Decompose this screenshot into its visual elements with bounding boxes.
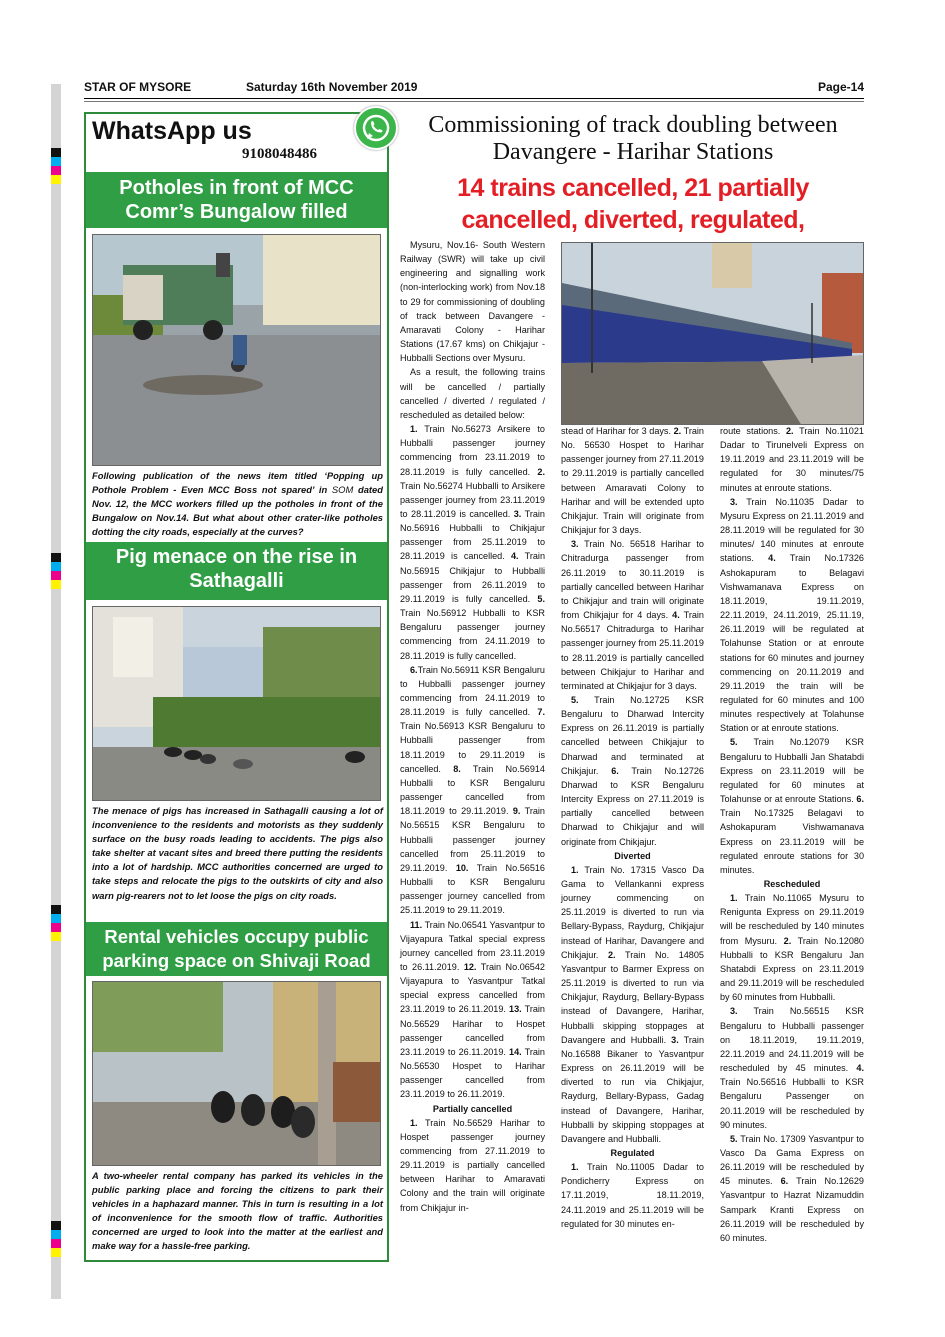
whatsapp-title: WhatsApp us [92, 117, 252, 145]
caption-potholes-text: Following publication of the news item titled ‘Popping up Pothole Problem - Even MCC Boss not spared’ in SOM dated Nov. 12, the MCC workers filled up the potholes in front of the Bungalow on Nov.14. But what about other crater-like potholes dotting the city roads, especially at the curves? [92, 470, 383, 538]
registration-marks-lower [51, 905, 61, 941]
caption-rental-vehicles-text: A two-wheeler rental company has parked its vehicles in the public parking place and forcing the citizens to park their vehicles in a haphazard manner. This in turn is resulting in a lot of inconvenience for the smooth flow of traffic. Authorities concerned are urged to look into the matter at the earliest and make way for a hassle-free parking. [92, 1170, 383, 1252]
caption-rental-vehicles [92, 1169, 383, 1253]
article-column-1 [400, 238, 545, 1268]
article-headline-line1: Commissioning of track doubling between [428, 112, 838, 138]
photo-train [561, 242, 864, 425]
margin-grey-bar [51, 84, 61, 1299]
page-number: Page-14 [817, 80, 864, 94]
caption-pig-menace [92, 804, 383, 916]
photo-potholes [92, 234, 381, 466]
article-column-2-text: stead of Harihar for 3 days. 2. Train No. 56530 Hospet to Harihar passenger journey from 27.11.2019 to 29.11.2019 is partially cancelled between Amaravati Colony to Harihar and will be extended upto Chikjajur. Train will originate from Chikjajur for 3 days. 3. Train No. 56518 Harihar to Chitradurga passenger from 26.11.2019 to 30.11.2019 is partially cancelled between Harihar to Chikjajur and train will originate from Chikjajur for 4 days. 4. Train No.56517 Chitradurga to Harihar passenger journey from 25.11.2019 to 28.11.2019 is partially cancelled between Chikjajur to Harihar and terminated at Chikjajur for 3 days. 5. Train No.12725 KSR Bengaluru to Dharwad Intercity Express on 26.11.2019 is partially cancelled between Chikjajur to Dharwad and terminated at Chikjajur. 6. Train No.12726 Dharwad to KSR Bengaluru Intercity Express on 27.11.2019 is partially cancelled between Dharwad to Chikjajur and will originate from Chikjajur. Diverted 1. Train No. 17315 Vasco Da Gama to Vellankanni express journey commencing on 25.11.2019 is diverted to run via Bellary-Bypass, Raydurg, Chikjajur instead of Harihar, Davangere and Chikjajur. 2. Train No. 14805 Yasvantpur to Barmer Express on 25.11.2019 is diverted to run via Chikjajur, Raydurg, Bellary-Bypass instead of Davangere, Harihar, Hubballi skipping stoppages at Davangere and Hubballi. 3. Train No.16588 Bikaner to Yasvantpur Express on 26.11.2019 will be diverted to run via Chikjajur, Raydurg, Bellary-Bypass, Gadag instead of Davangere, Harihar, Hubballi by skipping stoppages at Davangere and Hubballi. Regulated 1. Train No.11005 Dadar to Pondicherry Express on 17.11.2019, 18.11.2019, 24.11.2019 and 25.11.2019 will be regulated for 30 minutes en- [561, 426, 705, 1229]
article-column-1-text: Mysuru, Nov.16- South Western Railway (SWR) will take up civil engineering and signalling work (non-interlocking work) from Nov.18 to 29 for commissioning of doubling of track between Davangere - Amaravati Colony - Harihar Stations (17.67 kms) on Chikjajur - Hubballi Sections over Mysuru. As a result, the following trains will be cancelled / partially cancelled / diverted / regulated / rescheduled as detailed below: 1. Train No.56273 Arsikere to Hubballi passenger journey commencing from 23.11.2019 to 28.11.2019 is fully cancelled. 2. Train No.56274 Hubballi to Arsikere passenger journey from 23.11.2019 to 28.11.2019 is cancelled. 3. Train No.56916 Hubballi to Chikjajur passenger from 25.11.2019 to 28.11.2019 is cancelled. 4. Train No.56915 Chikjajur to Hubballi passenger from 26.11.2019 to 29.11.2019 is fully cancelled. 5. Train No.56912 Hubballi to KSR Bengaluru passenger journey commencing from 24.11.2019 to 28.11.2019 is fully cancelled. 6.Train No.56911 KSR Bengaluru to Hubballi passenger journey commencing from 24.11.2019 to 28.11.2019 is fully cancelled. 7. Train No.56913 KSR Bengaluru to Hubballi passenger from 18.11.2019 to 29.11.2019 is cancelled. 8. Train No.56914 Hubballi to KSR Bengaluru passenger cancelled from 18.11.2019 to 29.11.2019. 9. Train No.56515 KSR Bengaluru to Hubballi passenger journey cancelled from 25.11.2019 to 29.11.2019. 10. Train No.56516 Hubballi to KSR Bengaluru passenger journey cancelled from 25.11.2019 to 29.11.2019. 11. Train No.06541 Yasvantpur to Vijayapura Tatkal special express journey cancelled from 23.11.2019 to 26.11.2019. 12. Train No.06542 Vijayapura to Yasvantpur Tatkal special express cancelled from 23.11.2019 to 26.11.2019. 13. Train No.56529 Harihar to Hospet passenger cancelled from 23.11.2019 to 26.11.2019. 14. Train No.56530 Hospet to Harihar passenger cancelled from 23.11.2019 to 26.11.2019. Partially cancelled 1. Train No.56529 Harihar to Hospet passenger journey commencing from 27.11.2019 to 29.11.2019 is partially cancelled between Harihar to Amaravati Colony and the train will originate from Chikjajur in- [400, 240, 546, 1213]
masthead-rule [84, 98, 864, 99]
registration-marks-middle [51, 553, 61, 589]
article-column-3-text: route stations. 2. Train No.11021 Dadar to Tirunelveli Express on 19.11.2019 and 23.11.2019 will be regulated for 30 minutes/75 minutes at enroute stations. 3. Train No.11035 Dadar to Mysuru Express on 21.11.2019 and 28.11.2019 will be regulated for 30 minutes/ 140 minutes at enroute stations. 4. Train No.17326 Ashokapuram to Belagavi Vishwamanava Express on 18.11.2019, 19.11.2019, 22.11.2019, 24.11.2019, 25.11.19, 26.11.2019 will be regulated at Tolahunse Station or at enroute stations for 60 minutes and journey commencing on 20.11.2019 and 29.11.2019 the train will be regulated for 60 minutes and 100 minutes respectively at Tolahunse Station or at enroute stations. 5. Train No.12079 KSR Bengaluru to Hubballi Jan Shatabdi Express on 23.11.2019 will be regulated for 60 minutes at Tolahunse or at enroute Stations. 6. Train No.17325 Belagavi to Ashokapuram Vishwamanava Express on 23.11.2019 will be regulated enroute stations for 30 minutes. Rescheduled 1. Train No.11065 Mysuru to Renigunta Express on 29.11.2019 will be rescheduled by 140 minutes from Mysuru. 2. Train No.12080 Hubballi to KSR Bengaluru Jan Shatabdi Express on 23.11.2019 and 29.11.2019 will be rescheduled by 60 minutes from Hubballi. 3. Train No.56515 KSR Bengaluru to Hubballi passenger on 18.11.2019, 19.11.2019, 22.11.2019 and 24.11.2019 will be rescheduled by 45 minutes. 4. Train No.56516 Hubballi to KSR Bengaluru Passenger on 20.11.2019 will be rescheduled by 90 minutes. 5. Train No. 17309 Yasvantpur to Vasco Da Gama Express on 26.11.2019 will be rescheduled by 45 minutes. 6. Train No.12629 Yasvantpur to Hazrat Nizamuddin Sampark Kranti Express on 26.11.2019 will be rescheduled by 60 minutes. [720, 426, 864, 1243]
article-headline [400, 112, 866, 166]
masthead [84, 80, 864, 96]
article-headline-line2: Davangere - Harihar Stations [492, 139, 774, 165]
photo-rental-vehicles [92, 981, 381, 1166]
article-column-3 [720, 424, 864, 1270]
whatsapp-number: 9108048486 [242, 146, 317, 162]
registration-marks-top [51, 148, 61, 184]
caption-potholes [92, 469, 383, 539]
headline-rental-vehicles: Rental vehicles occupy public parking space on Shivaji Road [86, 922, 387, 976]
issue-date: Saturday 16th November 2019 [246, 80, 418, 94]
whatsapp-icon [354, 106, 398, 150]
article-subhead: 14 trains cancelled, 21 partially cancelled, diverted, regulated, [457, 174, 809, 234]
sidebar-box [84, 112, 389, 1262]
headline-pig-menace: Pig menace on the rise in Sathagalli [86, 542, 387, 600]
headline-potholes: Potholes in front of MCC Comr’s Bungalow filled [86, 172, 387, 228]
photo-pig-menace [92, 606, 381, 801]
registration-marks-bottom [51, 1221, 61, 1257]
article-column-2 [561, 424, 704, 1270]
paper-name: STAR OF MYSORE [84, 80, 192, 94]
masthead-rule-thin [84, 101, 864, 102]
caption-pig-menace-text: The menace of pigs has increased in Sathagalli causing a lot of inconvenience to the residents and motorists as they suddenly surface on the busy roads leading to accidents. The pigs also take shelter at vacant sites and breed there putting the residents into a lot of hardship. MCC authorities concerned are urged to take steps and relocate the pigs to the outskirts of city and also warn pig-rearers not to let loose the pigs on city roads. [92, 805, 383, 901]
